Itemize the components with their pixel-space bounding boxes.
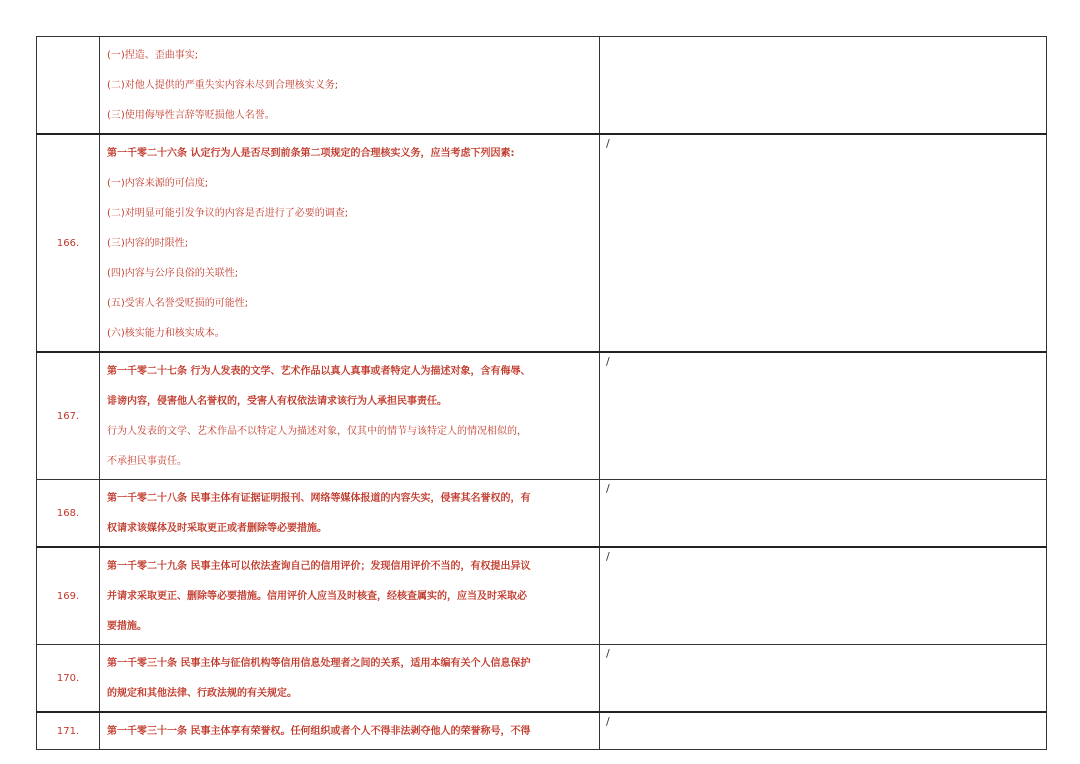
article-line: (四)内容与公序良俗的关联性; bbox=[107, 268, 239, 279]
article-line: 第一千零二十八条 民事主体有证据证明报刊、网络等媒体报道的内容失实，侵害其名誉权的，有 bbox=[107, 493, 531, 504]
article-line: (二)对明显可能引发争议的内容是否进行了必要的调查; bbox=[107, 208, 349, 219]
article-line: 第一千零三十条 民事主体与征信机构等信用信息处理者之间的关系，适用本编有关个人信息保护 bbox=[107, 658, 531, 669]
table-row bbox=[37, 37, 1047, 135]
article-line: (一)捏造、歪曲事实; bbox=[107, 50, 199, 61]
article-line: (五)受害人名誉受贬损的可能性; bbox=[107, 298, 249, 309]
article-number: 171. bbox=[37, 712, 100, 750]
article-number: 166. bbox=[37, 134, 100, 352]
article-line: 第一千零二十七条 行为人发表的文学、艺术作品以真人真事或者特定人为描述对象，含有侮辱、 bbox=[107, 366, 531, 377]
table-row bbox=[37, 547, 1047, 645]
table-row bbox=[37, 134, 1047, 352]
article-line: (三)使用侮辱性言辞等贬损他人名誉。 bbox=[107, 110, 275, 121]
table-row bbox=[37, 645, 1047, 713]
article-line: 第一千零二十六条 认定行为人是否尽到前条第二项规定的合理核实义务，应当考虑下列因素: bbox=[107, 148, 515, 159]
article-line: 行为人发表的文学、艺术作品不以特定人为描述对象，仅其中的情节与该特定人的情况相似的， bbox=[107, 426, 527, 437]
article-number: 170. bbox=[37, 645, 100, 713]
article-text bbox=[100, 134, 600, 352]
article-line: 不承担民事责任。 bbox=[107, 456, 187, 467]
comparison-note bbox=[600, 37, 1047, 135]
comparison-note: / bbox=[600, 134, 1047, 352]
table-row bbox=[37, 480, 1047, 548]
comparison-note: / bbox=[600, 480, 1047, 548]
article-line: 第一千零三十一条 民事主体享有荣誉权。任何组织或者个人不得非法剥夺他人的荣誉称号，不得 bbox=[107, 726, 531, 737]
article-line: 要措施。 bbox=[107, 621, 147, 632]
article-number: 169. bbox=[37, 547, 100, 645]
article-line: 诽谤内容，侵害他人名誉权的，受害人有权依法请求该行为人承担民事责任。 bbox=[107, 396, 447, 407]
article-line: 的规定和其他法律、行政法规的有关规定。 bbox=[107, 688, 297, 699]
article-number: 167. bbox=[37, 352, 100, 480]
article-text bbox=[100, 480, 600, 548]
table-row bbox=[37, 712, 1047, 750]
article-text bbox=[100, 352, 600, 480]
article-number bbox=[37, 37, 100, 135]
comparison-note: / bbox=[600, 645, 1047, 713]
comparison-note: / bbox=[600, 712, 1047, 750]
article-text bbox=[100, 37, 600, 135]
article-line: 第一千零二十九条 民事主体可以依法查询自己的信用评价；发现信用评价不当的，有权提出异议 bbox=[107, 561, 531, 572]
article-number: 168. bbox=[37, 480, 100, 548]
table-row bbox=[37, 352, 1047, 480]
article-text bbox=[100, 712, 600, 750]
article-line: 权请求该媒体及时采取更正或者删除等必要措施。 bbox=[107, 523, 327, 534]
article-line: (一)内容来源的可信度; bbox=[107, 178, 209, 189]
article-text bbox=[100, 645, 600, 713]
law-comparison-table bbox=[36, 36, 1047, 750]
article-line: (二)对他人提供的严重失实内容未尽到合理核实义务; bbox=[107, 80, 339, 91]
article-text bbox=[100, 547, 600, 645]
comparison-note: / bbox=[600, 352, 1047, 480]
article-line: 并请求采取更正、删除等必要措施。信用评价人应当及时核查，经核查属实的，应当及时采取必 bbox=[107, 591, 527, 602]
comparison-note: / bbox=[600, 547, 1047, 645]
article-line: (三)内容的时限性; bbox=[107, 238, 189, 249]
article-line: (六)核实能力和核实成本。 bbox=[107, 328, 225, 339]
